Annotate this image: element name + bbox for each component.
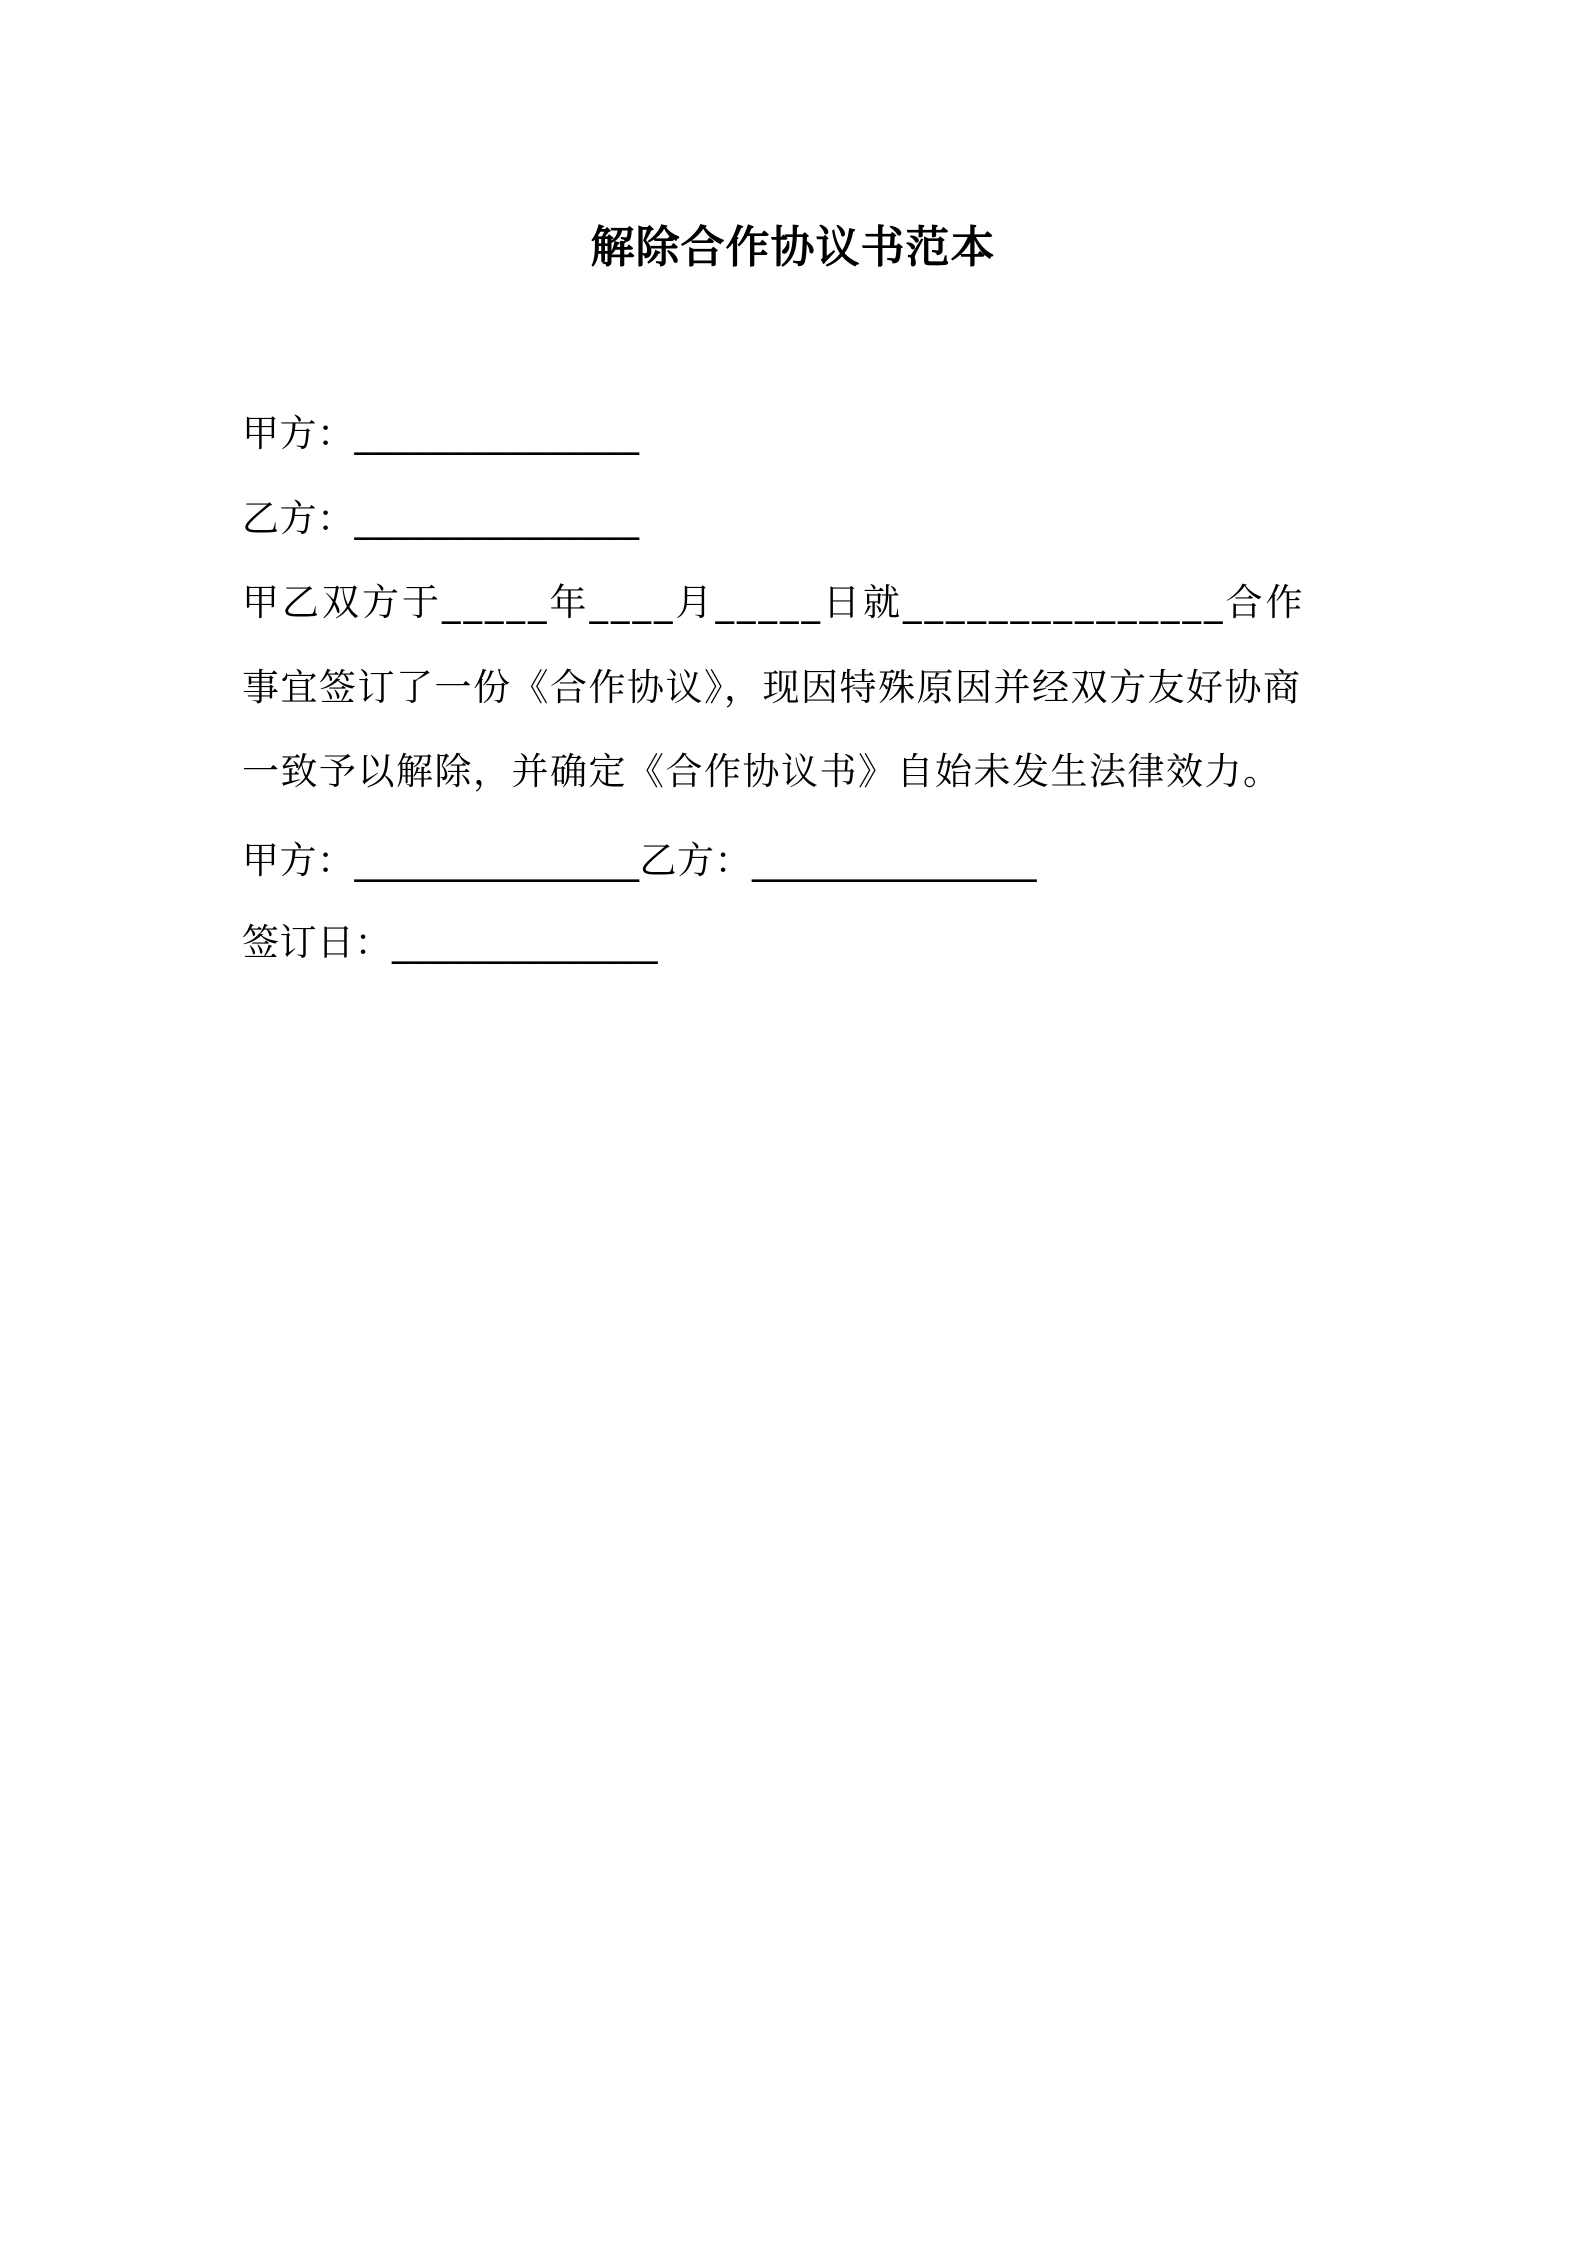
- body-paragraph-line-2: 事宜签订了一份《合作协议》，现因特殊原因并经双方友好协商: [242, 666, 1302, 709]
- document-title: 解除合作协议书范本: [590, 222, 996, 273]
- body-paragraph-line-3: 一致予以解除，并确定《合作协议书》自始未发生法律效力。: [242, 750, 1282, 793]
- signature-line: 甲方：_______________乙方：_______________: [242, 839, 1037, 882]
- party-a-line: 甲方：_______________: [242, 412, 640, 455]
- signing-date-line: 签订日：______________: [242, 921, 658, 964]
- body-paragraph-line-1: 甲乙双方于_____年____月_____日就_______________合作: [242, 581, 1306, 624]
- party-b-line: 乙方：_______________: [242, 497, 640, 540]
